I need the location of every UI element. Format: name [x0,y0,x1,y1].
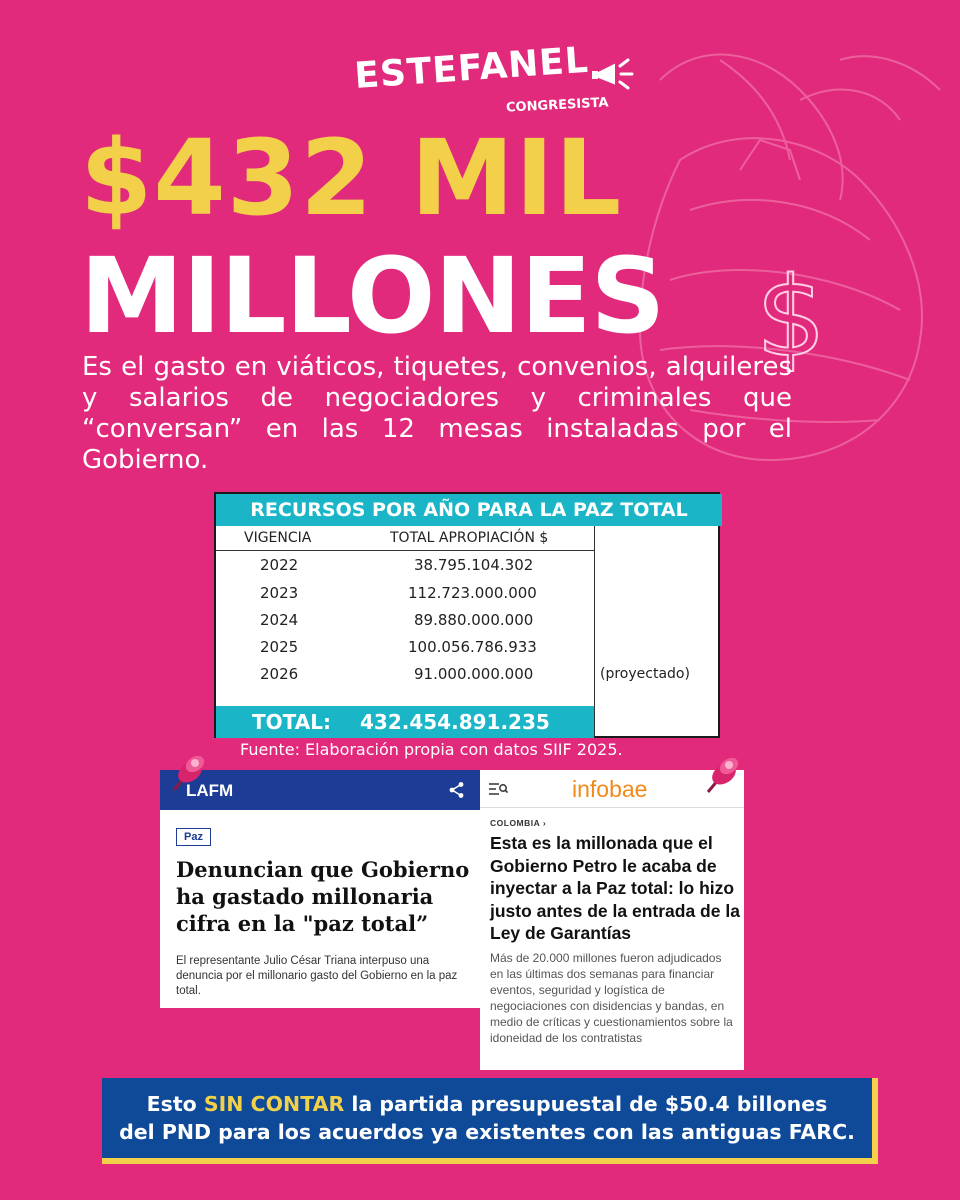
infobae-headline[interactable]: Esta es la millonada que el Gobierno Petro le acaba de inyectar a la Paz total: lo hizo justo antes de la entrada de la Ley de Garantías [490,833,740,943]
table-row-amount: 38.795.104.302 [414,556,534,574]
footer-banner [102,1078,878,1164]
banner-pre: Esto [146,1092,197,1116]
banner-line-2: del PND para los acuerdos ya existentes con las antiguas FARC. [119,1120,855,1144]
infobae-logo: infobae [572,776,648,802]
infobae-section[interactable]: COLOMBIA › [490,818,547,828]
lafm-headline[interactable]: Denuncian que Gobierno ha gastado millonaria cifra en la "paz total” [176,857,470,936]
table-row-amount: 91.000.000.000 [414,665,534,683]
source-note: Fuente: Elaboración propia con datos SIIF 2025. [240,740,623,759]
total-value: 432.454.891.235 [360,710,550,734]
news-card-lafm[interactable] [160,770,480,1008]
infobae-summary: Más de 20.000 millones fueron adjudicados en las últimas dos semanas para financiar eventos, seguridad y logística de negociaciones con disidencias y bandas, en medio de críticas y cuestionamientos sobre la idoneidad de los contratistas [490,951,733,1045]
table-note-column [594,526,718,736]
total-label: TOTAL: [252,710,331,734]
banner-line-1 [102,1090,872,1118]
table-row-year: 2023 [260,584,299,602]
column-header-year: VIGENCIA [244,530,312,546]
budget-table [214,492,720,738]
lafm-header [160,770,480,810]
description: Es el gasto en viáticos, tiquetes, convenios, alquileres y salarios de negociadores y criminales que “conversan” en las 12 mesas instaladas por el Gobierno. [82,352,792,475]
brand-logo [353,39,636,126]
news-card-infobae[interactable] [480,770,744,1070]
push-pin-icon [700,752,742,798]
banner-post: la partida presupuestal de $50.4 billones [351,1092,828,1116]
table-row-year: 2026 [260,665,299,683]
table-row-amount: 100.056.786.933 [408,638,537,656]
brand-name: ESTEFANEL [353,39,591,97]
dollar-sign: $ [756,253,826,381]
column-header-amount: TOTAL APROPIACIÓN $ [390,530,549,546]
table-row-amount: 112.723.000.000 [408,584,537,602]
table-row-amount: 89.880.000.000 [414,611,534,629]
projection-note: (proyectado) [600,666,690,682]
push-pin-icon [166,750,208,796]
brand-subtitle: CONGRESISTA [505,95,609,116]
table-row-year: 2022 [260,556,299,574]
table-title: RECURSOS POR AÑO PARA LA PAZ TOTAL [216,494,722,526]
menu-search-icon[interactable] [488,782,508,796]
table-row-year: 2025 [260,638,299,656]
headline-unit: MILLONES [80,235,665,357]
banner-highlight: SIN CONTAR [203,1092,345,1116]
headline-amount: $432 MIL [80,117,623,239]
lafm-summary: El representante Julio César Triana interpuso una denuncia por el millonario gasto del Gobierno en la paz total. [176,955,458,997]
header-divider [216,550,594,551]
share-icon[interactable] [448,781,466,799]
megaphone-icon [590,56,636,96]
table-row-year: 2024 [260,611,299,629]
table-total-row [216,706,594,738]
lafm-logo: LAFM [186,781,234,800]
lafm-tag[interactable]: Paz [176,828,211,846]
